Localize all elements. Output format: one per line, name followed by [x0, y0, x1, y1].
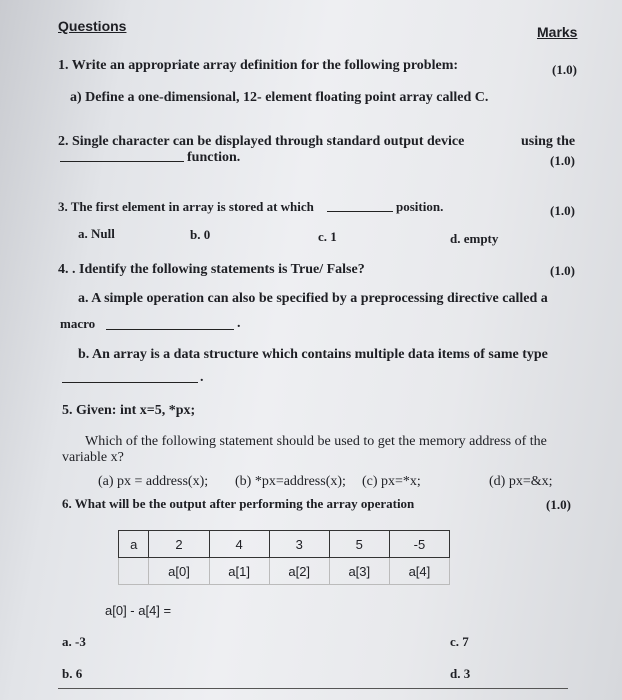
question-4b-answer-blank[interactable]	[62, 370, 198, 383]
question-4-marks: (1.0)	[550, 263, 575, 278]
question-1: 1. Write an appropriate array definition for the following problem:	[58, 58, 459, 73]
array-value-4: -5	[389, 531, 449, 558]
array-label: a	[119, 531, 149, 558]
array-value-2: 3	[269, 531, 329, 558]
array-value-1: 4	[209, 531, 269, 558]
question-5-line2: variable x?	[62, 450, 124, 465]
question-5-option-a: (a) px = address(x);	[98, 474, 209, 489]
marks-heading: Marks	[537, 24, 578, 40]
question-6-option-b: b. 6	[62, 666, 83, 681]
question-2-answer-blank[interactable]	[60, 149, 184, 162]
question-3-after: position.	[396, 199, 444, 214]
question-4a-line1: a. A simple operation can also be specified by a preprocessing directive called a	[78, 291, 548, 306]
question-1a: a) Define a one-dimensional, 12- element floating point array called C.	[70, 90, 489, 105]
array-index-0: a[0]	[149, 558, 209, 585]
array-expression: a[0] - a[4] =	[105, 603, 172, 618]
question-5: 5. Given: int x=5, *px;	[62, 403, 196, 418]
question-3-marks: (1.0)	[550, 203, 575, 218]
question-4a-period: .	[237, 316, 241, 331]
array-index-2: a[2]	[269, 558, 329, 585]
question-2-line1: 2. Single character can be displayed through standard output device	[58, 134, 465, 149]
question-5-line1: Which of the following statement should be used to get the memory address of the	[85, 434, 547, 449]
array-value-0: 2	[149, 531, 209, 558]
question-6-option-a: a. -3	[62, 634, 86, 649]
array-index-1: a[1]	[209, 558, 269, 585]
question-2-using: using the	[521, 134, 576, 149]
bottom-rule	[58, 688, 568, 689]
array-table	[118, 530, 450, 585]
question-2-marks: (1.0)	[550, 153, 575, 168]
question-6: 6. What will be the output after performing the array operation	[62, 496, 415, 511]
question-1-marks: (1.0)	[552, 62, 577, 77]
array-value-3: 5	[329, 531, 389, 558]
array-index-4: a[4]	[389, 558, 449, 585]
question-6-option-c: c. 7	[450, 634, 469, 649]
question-4b-period: .	[200, 370, 204, 385]
question-3-option-d: d. empty	[450, 231, 499, 246]
array-index-3: a[3]	[329, 558, 389, 585]
question-6-option-d: d. 3	[450, 666, 471, 681]
array-index-spacer	[119, 558, 149, 585]
question-4: 4. . Identify the following statements is True/ False?	[58, 262, 365, 277]
question-5-option-c: (c) px=*x;	[362, 474, 421, 489]
question-3-answer-blank[interactable]	[327, 198, 393, 212]
question-4a-answer-blank[interactable]	[106, 317, 234, 330]
question-4b-line1: b. An array is a data structure which contains multiple data items of same type	[78, 347, 548, 362]
question-5-option-b: (b) *px=address(x);	[235, 474, 346, 489]
question-4a-line2: macro	[60, 316, 96, 331]
question-3-option-c: c. 1	[318, 229, 337, 244]
question-6-marks: (1.0)	[546, 497, 571, 512]
question-5-option-d: (d) px=&x;	[489, 474, 553, 489]
question-3: 3. The first element in array is stored at which	[58, 199, 314, 214]
question-3-option-b: b. 0	[190, 227, 211, 242]
question-3-option-a: a. Null	[78, 226, 115, 241]
question-2-line2: function.	[187, 150, 241, 165]
questions-heading: Questions	[58, 18, 127, 34]
